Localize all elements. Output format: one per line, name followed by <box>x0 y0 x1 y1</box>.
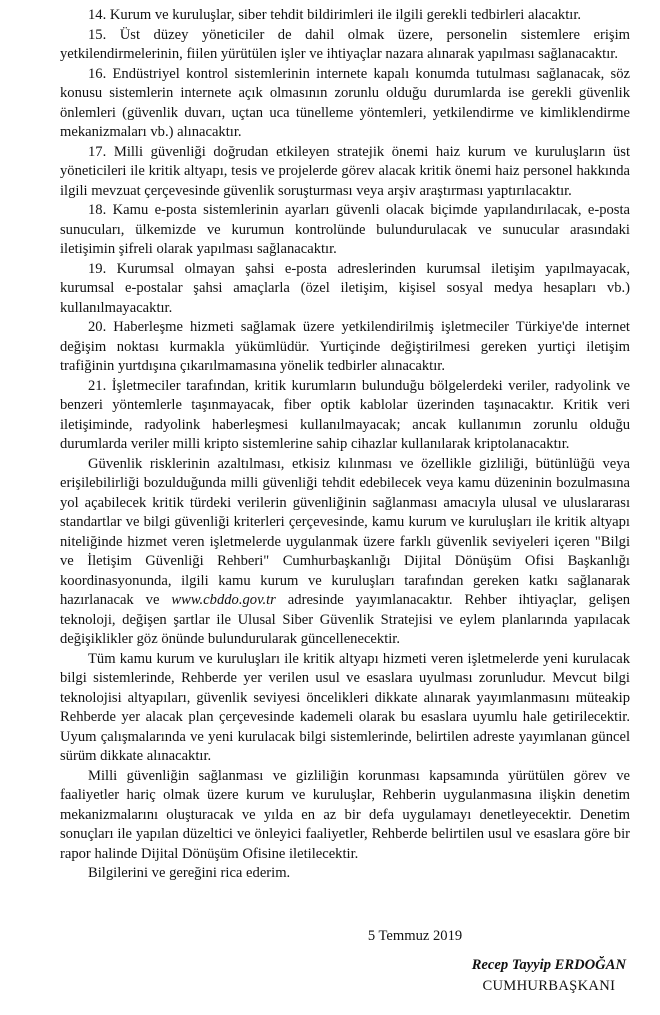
signature-block <box>472 955 626 997</box>
compliance-paragraph: Tüm kamu kurum ve kuruluşları ile kritik altyapı hizmeti veren işletmelerde yeni kurulacak bilgi sistemlerinde, Rehberde yer verilen usul ve esaslara uyulması zorunludur. Mevcut bilgi teknolojisi altyapıları, güvenlik seviyesi öncelikleri dikkate alınarak yayımlanmasını müteakip Rehberde yer alacak plan çerçevesinde kademeli olarak bu esaslara uyumlu hale getirilecektir. Uyum çalışmalarında ve yeni kurulacak bilgi sistemlerinde, belirtilen adreste yayımlanan güncel sürüm dikkate alınacaktır. <box>60 650 630 764</box>
guide-text-after: adresinde yayımlanacaktır. Rehber ihtiyaçlar, gelişen teknoloji, değişen şartlar ile Ulusal Siber Güvenlik Stratejisi ve eylem planlarında yapılacak değişiklikler göz önünde bulundurularak güncellenecektir. <box>60 592 631 647</box>
article-15: 15. Üst düzey yöneticiler de dahil olmak üzere, personelin sistemlere erişim yetkilendirmelerinin, fiilen yürütülen işler ve ihtiyaçlar nazara alınarak yapılması sağlanacaktır. <box>60 26 630 62</box>
audit-paragraph: Milli güvenliğin sağlanması ve gizliliğin korunması kapsamında yürütülen görev ve faaliyetler hariç olmak üzere kurum ve kuruluşlar, Rehberin uygulanmasına ilişkin denetim mekanizmalarını oluşturacak ve yılda en az bir defa uygulamayı denetleyecektir. Denetim sonuçları ile yapılan düzeltici ve önleyici faaliyetler, Rehberde belirtilen usul ve esaslara göre bir rapor halinde Dijital Dönüşüm Ofisine iletilecektir. <box>60 767 630 862</box>
signatory-title: CUMHURBAŞKANI <box>482 978 616 994</box>
article-14: 14. Kurum ve kuruluşlar, siber tehdit bildirimleri ile ilgili gerekli tedbirleri alacaktır. <box>88 7 582 23</box>
signatory-name: Recep Tayyip ERDOĞAN <box>471 957 626 973</box>
guide-paragraph <box>60 455 630 650</box>
guide-website-link: www.cbddo.gov.tr <box>171 592 276 608</box>
article-19: 19. Kurumsal olmayan şahsi e-posta adreslerinden kurumsal iletişim yapılmayacak, kurumsal e-postalar şahsi amaçlarla (özel iletişim, kişisel sosyal medya hesapları vb.) kullanılmayacaktır. <box>60 260 630 316</box>
article-17: 17. Milli güvenliği doğrudan etkileyen stratejik önemi haiz kurum ve kuruluşların üst yöneticileri ile kritik altyapı, tesis ve projelerde görev alacak kritik önemi haiz personel hakkında ilgili mevzuat çerçevesinde güvenlik soruşturması veya arşiv araştırması yaptırılacaktır. <box>60 143 630 199</box>
document-date: 5 Temmuz 2019 <box>367 927 463 944</box>
article-16: 16. Endüstriyel kontrol sistemlerinin internete kapalı konumda tutulması sağlanacak, söz konusu sistemlerin internete açık olmasının zorunlu olduğu durumlarda ise gerekli güvenlik önlemleri (güvenlik duvarı, uçtan uca tünelleme yöntemleri, yetkilendirme ve kimliklendirme mekanizmaları vb.) alınacaktır. <box>60 65 630 140</box>
article-20: 20. Haberleşme hizmeti sağlamak üzere yetkilendirilmiş işletmeciler Türkiye'de internet değişim noktası kurmakla yükümlüdür. Yurtiçinde değiştirilmesi gereken yurtiçi iletişim trafiğinin yurtdışına çıkarılmamasına yönelik tedbirler alınacaktır. <box>60 319 630 374</box>
article-21: 21. İşletmeciler tarafından, kritik kurumların bulunduğu bölgelerdeki veriler, radyolink ve benzeri yöntemlerle taşınmayacak, fiber optik kablolar üzerinden taşınacaktır. Kritik veri iletişiminde, radyolink haberleşmesi kullanılmayacak; ancak kullanımın zorunlu olduğu durumlarda veriler milli kripto sistemlerine sahip cihazlar kullanılarak kriptolanacaktır. <box>60 377 630 452</box>
guide-text-before: Güvenlik risklerinin azaltılması, etkisiz kılınması ve özellikle gizliliği, bütünlüğü veya erişilebilirliği bozulduğunda milli güvenliği tehdit edebilecek veya kamu düzeninin bozulmasına yol açabilecek kritik türdeki verilerin güvenliğinin sağlanması amacıyla ulusal ve uluslararası standartlar ve bilgi güvenliği kriterleri çerçevesinde, kamu kurum ve kuruluşları ile kritik altyapı niteliğinde hizmet veren işletmelerde uygulanmak üzere farklı güvenlik seviyeleri içeren "Bilgi ve İletişim Güvenliği Rehberi" Cumhurbaşkanlığı Dijital Dönüşüm Ofisi Başkanlığı koordinasyonunda, ilgili kamu kurum ve kuruluşları tarafından gereken katkı sağlanarak hazırlanacak ve <box>60 455 630 608</box>
article-18: 18. Kamu e-posta sistemlerinin ayarları güvenli olacak biçimde yapılandırılacak, e-posta sunucuları, ülkemizde ve kurumun kontrolünde bulundurulacak ve sunucular arasındaki iletişimin şifreli olarak yapılması sağlanacaktır. <box>60 202 630 257</box>
closing-request: Bilgilerini ve gereğini rica ederim. <box>88 865 291 881</box>
